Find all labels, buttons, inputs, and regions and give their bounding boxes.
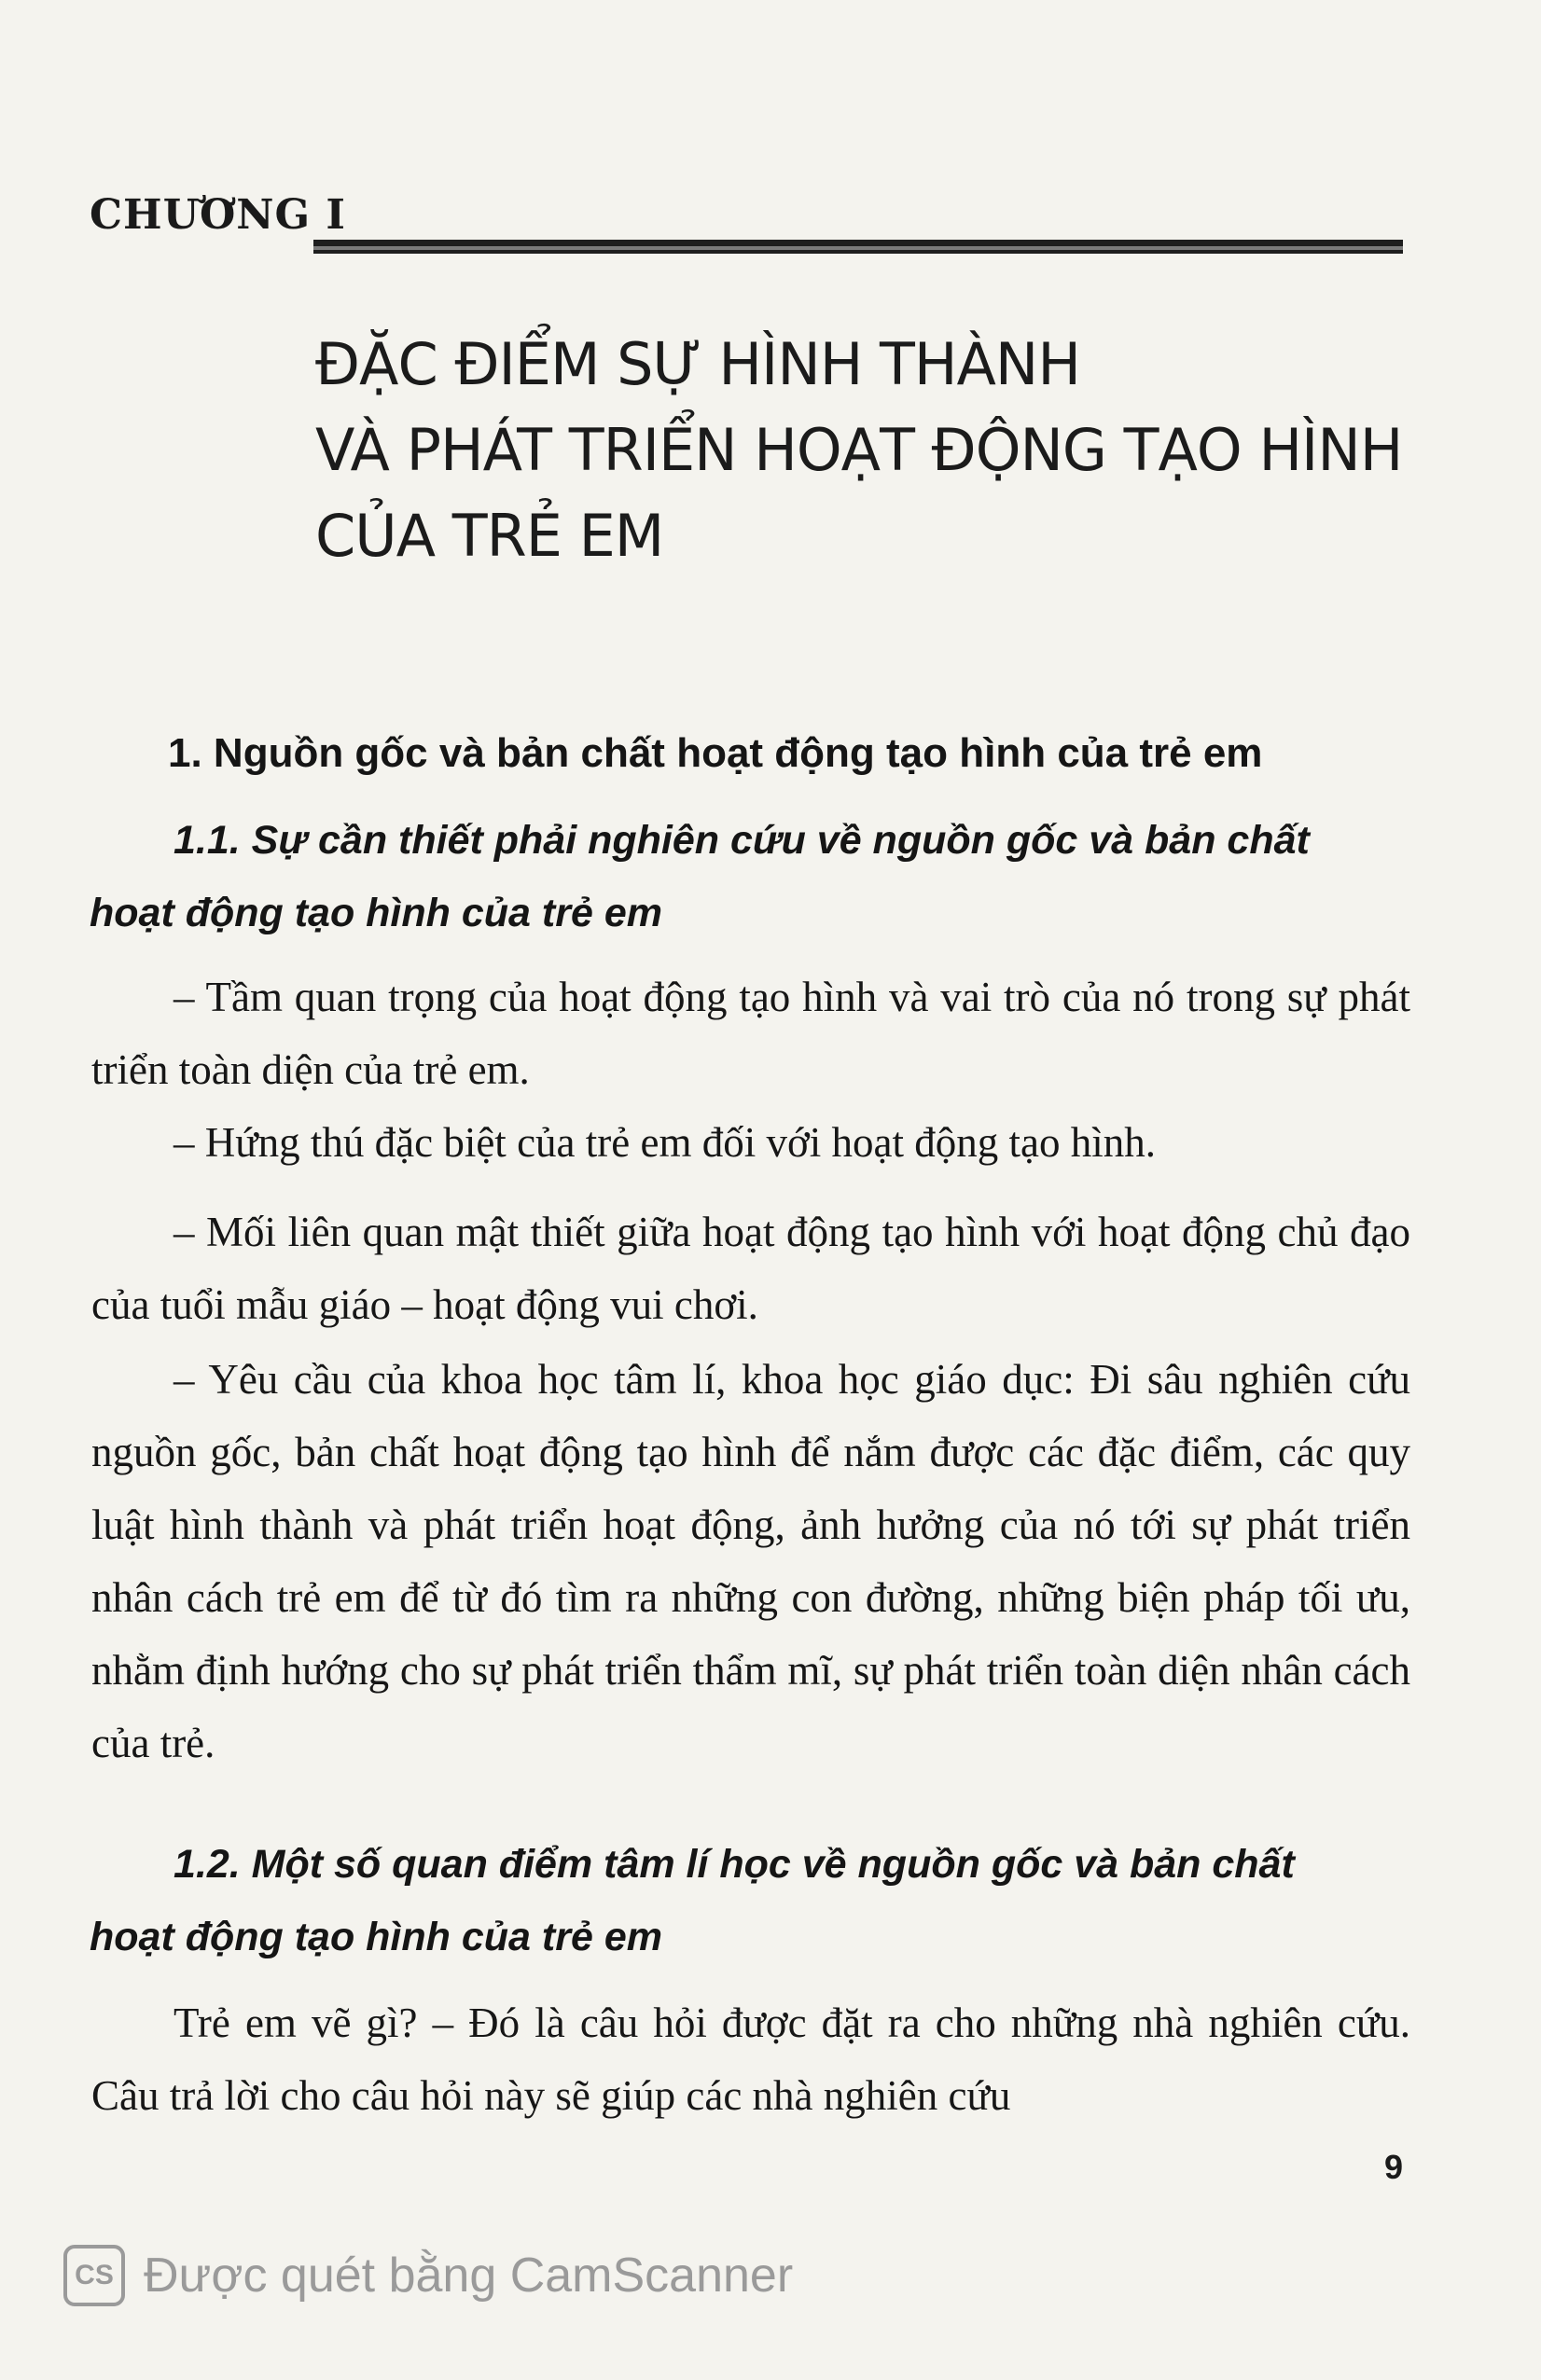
chapter-title-line: ĐẶC ĐIỂM SỰ HÌNH THÀNH — [315, 330, 1080, 398]
paragraph — [91, 1986, 1410, 2132]
paragraph-text: – Mối liên quan mật thiết giữa hoạt động tạo hình với hoạt động chủ đạo của tuổi mẫu giáo – hoạt động vui chơi. — [91, 1209, 1410, 1328]
chapter-rule-divider — [313, 240, 1403, 254]
camscanner-logo-icon: CS — [63, 2245, 125, 2306]
paragraph-text: – Yêu cầu của khoa học tâm lí, khoa học giáo dục: Đi sâu nghiên cứu nguồn gốc, bản chất hoạt động tạo hình để nắm được các đặc điểm, các quy luật hình thành và phát triển hoạt động, ảnh hưởng của nó tới sự phát triển nhân cách trẻ em để từ đó tìm ra những con đường, những biện pháp tối ưu, nhằm định hướng cho sự phát triển thẩm mĩ, sự phát triển toàn diện nhân cách của trẻ. — [91, 1356, 1410, 1766]
section-1-1-heading — [90, 804, 1414, 949]
paragraph — [91, 1196, 1410, 1341]
chapter-label: CHƯƠNG I — [90, 191, 346, 239]
section-1-1-heading-line: 1.1. Sự cần thiết phải nghiên cứu về nguồn gốc và bản chất — [174, 818, 1310, 863]
paragraph-text: – Hứng thú đặc biệt của trẻ em đối với hoạt động tạo hình. — [174, 1119, 1156, 1166]
camscanner-watermark — [63, 2238, 793, 2313]
section-1-1-heading-line: hoạt động tạo hình của trẻ em — [90, 891, 662, 935]
section-1-2-heading-line: hoạt động tạo hình của trẻ em — [90, 1915, 662, 1959]
section-1-heading: 1. Nguồn gốc và bản chất hoạt động tạo hình của trẻ em — [168, 730, 1263, 776]
paragraph — [91, 1343, 1410, 1779]
paragraph-text: Trẻ em vẽ gì? – Đó là câu hỏi được đặt ra cho những nhà nghiên cứu. Câu trả lời cho câu hỏi này sẽ giúp các nhà nghiên cứu — [91, 1999, 1410, 2119]
section-1-2-heading — [90, 1828, 1414, 1973]
paragraph — [91, 1106, 1410, 1179]
paragraph-text: – Tầm quan trọng của hoạt động tạo hình và vai trò của nó trong sự phát triển toàn diện của trẻ em. — [91, 974, 1410, 1093]
paragraph — [91, 961, 1410, 1106]
section-1-2-heading-line: 1.2. Một số quan điểm tâm lí học về nguồn gốc và bản chất — [174, 1842, 1295, 1887]
chapter-title-line: CỦA TRẺ EM — [315, 502, 664, 570]
chapter-title-line: VÀ PHÁT TRIỂN HOẠT ĐỘNG TẠO HÌNH — [315, 416, 1403, 484]
watermark-text: Được quét bằng CamScanner — [144, 2249, 794, 2303]
chapter-title — [315, 322, 1416, 579]
page-number: 9 — [1384, 2148, 1404, 2186]
